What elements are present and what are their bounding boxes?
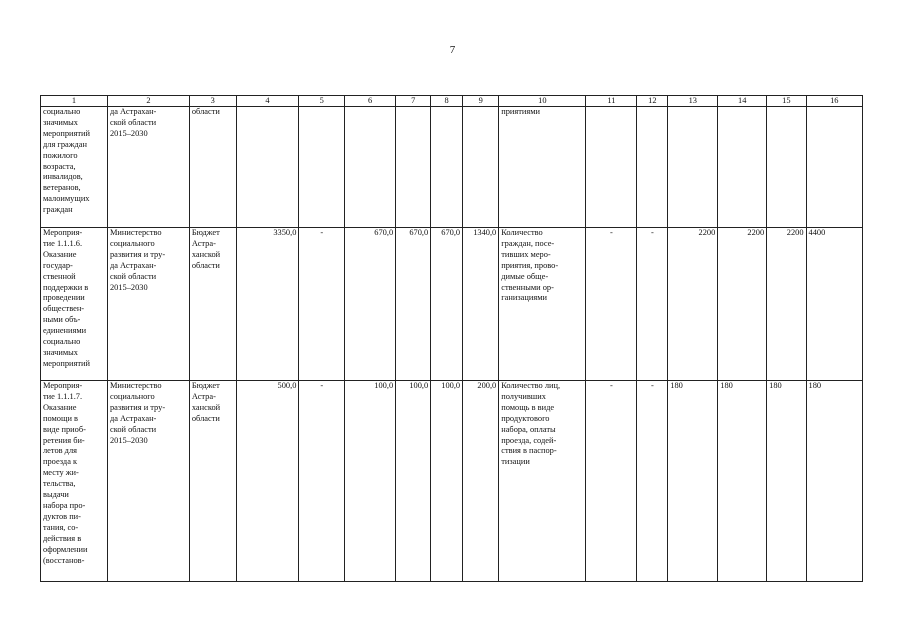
amount-cell: 100,0 <box>345 381 396 582</box>
indicator-value-cell: - <box>586 228 637 381</box>
total-amount-cell: 3350,0 <box>236 228 299 381</box>
executor-cell: Министерство социального развития и тру- да Астрахан- ской области 2015–2030 <box>107 228 189 381</box>
indicator-value-cell: 4400 <box>806 228 863 381</box>
column-header: 15 <box>767 96 806 107</box>
amount-cell <box>431 107 463 228</box>
amount-cell: 100,0 <box>431 381 463 582</box>
indicator-value-cell: - <box>637 381 668 582</box>
amount-cell: 1340,0 <box>463 228 499 381</box>
column-header: 5 <box>299 96 345 107</box>
column-header: 12 <box>637 96 668 107</box>
indicator-value-cell: 180 <box>718 381 767 582</box>
funding-source-cell: Бюджет Астра- ханской области <box>189 381 236 582</box>
table-row <box>41 381 863 582</box>
column-header: 11 <box>586 96 637 107</box>
indicator-value-cell <box>586 107 637 228</box>
column-header: 1 <box>41 96 108 107</box>
amount-cell <box>396 107 431 228</box>
amount-cell: - <box>299 381 345 582</box>
indicator-value-cell: 2200 <box>767 228 806 381</box>
column-header: 6 <box>345 96 396 107</box>
event-name-cell: Мероприя- тие 1.1.1.6. Оказание государ- ственной поддержки в проведении обществен- ными объ- единениями социально значимых мероприятий <box>41 228 108 381</box>
page-number: 7 <box>449 44 456 56</box>
executor-cell: да Астрахан- ской области 2015–2030 <box>107 107 189 228</box>
indicator-value-cell: 180 <box>668 381 718 582</box>
column-header: 8 <box>431 96 463 107</box>
funding-source-cell: Бюджет Астра- ханской области <box>189 228 236 381</box>
column-header: 13 <box>668 96 718 107</box>
indicator-cell: Количество лиц, получивших помощь в виде продуктового набора, оплаты проезда, содей- ствия в паспор- тизации <box>499 381 586 582</box>
indicator-value-cell: 180 <box>767 381 806 582</box>
column-header: 3 <box>189 96 236 107</box>
indicator-value-cell: - <box>637 228 668 381</box>
amount-cell <box>345 107 396 228</box>
column-header: 9 <box>463 96 499 107</box>
amount-cell: 200,0 <box>463 381 499 582</box>
column-header: 2 <box>107 96 189 107</box>
total-amount-cell <box>236 107 299 228</box>
indicator-value-cell: - <box>586 381 637 582</box>
column-header: 10 <box>499 96 586 107</box>
column-header: 4 <box>236 96 299 107</box>
program-table <box>40 95 863 582</box>
indicator-value-cell: 2200 <box>718 228 767 381</box>
total-amount-cell: 500,0 <box>236 381 299 582</box>
column-header: 16 <box>806 96 863 107</box>
amount-cell <box>299 107 345 228</box>
amount-cell: 670,0 <box>431 228 463 381</box>
indicator-value-cell <box>767 107 806 228</box>
amount-cell: 670,0 <box>345 228 396 381</box>
indicator-value-cell: 2200 <box>668 228 718 381</box>
column-header: 7 <box>396 96 431 107</box>
funding-source-cell: области <box>189 107 236 228</box>
indicator-value-cell: 180 <box>806 381 863 582</box>
amount-cell: 100,0 <box>396 381 431 582</box>
executor-cell: Министерство социального развития и тру- да Астрахан- ской области 2015–2030 <box>107 381 189 582</box>
event-name-cell: социально значимых мероприятий для граждан пожилого возраста, инвалидов, ветеранов, малоимущих граждан <box>41 107 108 228</box>
column-header: 14 <box>718 96 767 107</box>
indicator-value-cell <box>718 107 767 228</box>
event-name-cell: Мероприя- тие 1.1.1.7. Оказание помощи в виде приоб- ретения би- летов для проезда к месту жи- тельства, выдачи набора про- дуктов пи- тания, со- действия в оформлении (восстанов- <box>41 381 108 582</box>
table-row <box>41 107 863 228</box>
header-row <box>41 96 863 107</box>
indicator-value-cell <box>806 107 863 228</box>
table-row <box>41 228 863 381</box>
indicator-value-cell <box>668 107 718 228</box>
amount-cell: 670,0 <box>396 228 431 381</box>
amount-cell <box>463 107 499 228</box>
indicator-cell: Количество граждан, посе- тивших меро- приятия, прово- димые обще- ственными ор- ганизациями <box>499 228 586 381</box>
amount-cell: - <box>299 228 345 381</box>
indicator-value-cell <box>637 107 668 228</box>
indicator-cell: приятиями <box>499 107 586 228</box>
